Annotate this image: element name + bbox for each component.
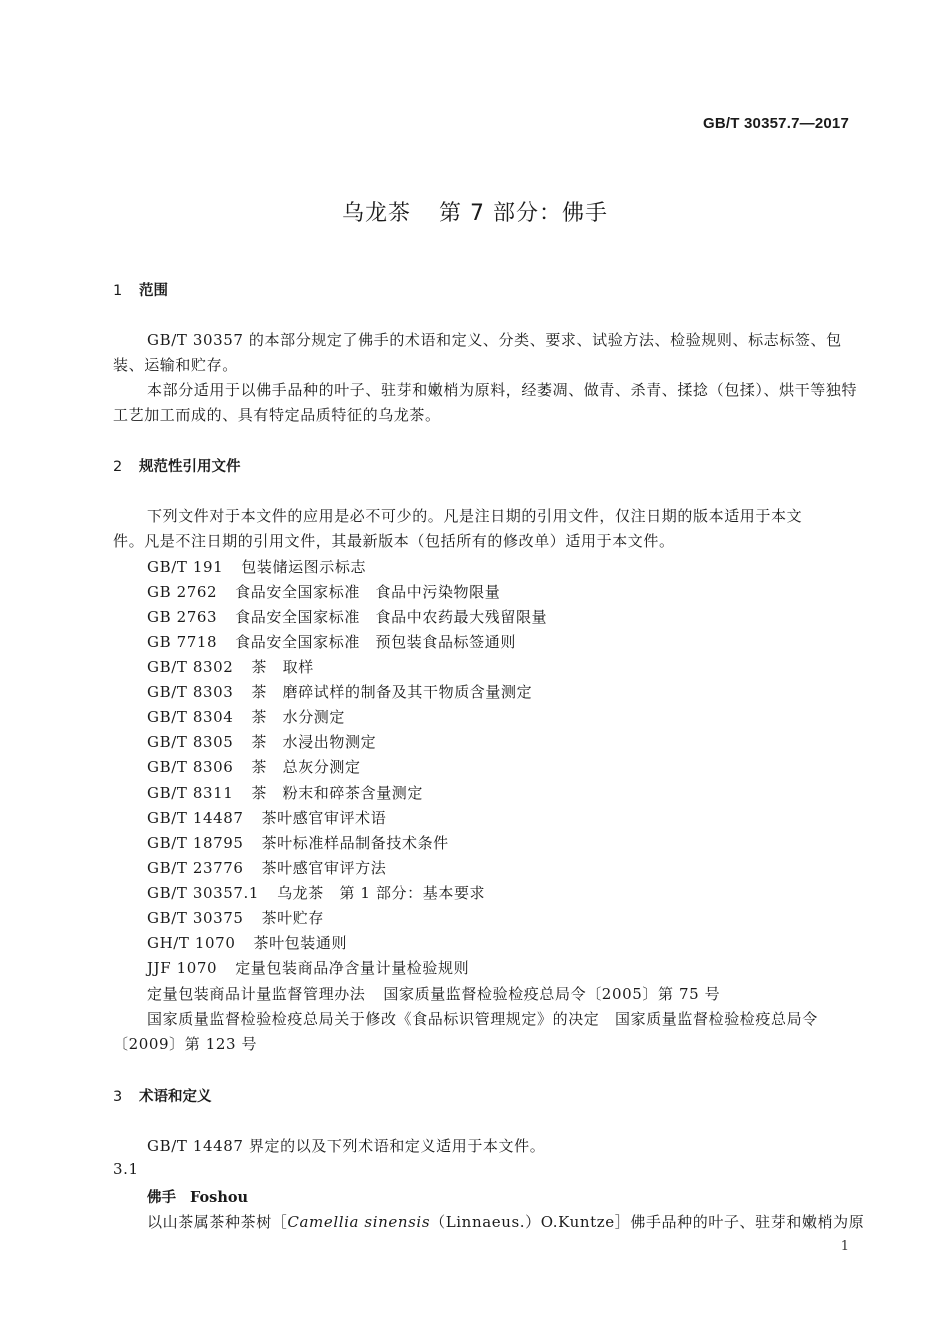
reference-code: GB 2762 — [147, 583, 218, 601]
reference-title: 茶 磨碎试样的制备及其干物质含量测定 — [251, 683, 533, 701]
reference-code: GB/T 8303 — [147, 683, 234, 701]
reference-item — [147, 832, 449, 853]
definition-prefix: 以山茶属茶种茶树［ — [147, 1213, 288, 1231]
reference-title: 茶叶贮存 — [261, 909, 324, 927]
section-2-heading — [113, 455, 241, 476]
paragraph-line: GB/T 14487 界定的以及下列术语和定义适用于本文件。 — [147, 1137, 546, 1155]
section-number: 1 — [113, 283, 123, 299]
page-number: 1 — [840, 1239, 849, 1254]
reference-item — [147, 656, 314, 677]
reference-item — [147, 932, 347, 953]
reference-title: 茶 取样 — [251, 658, 314, 676]
section-title: 规范性引用文件 — [139, 459, 241, 475]
reference-code: GB/T 14487 — [147, 809, 244, 827]
reference-code: GB/T 18795 — [147, 834, 244, 852]
section-number: 3 — [113, 1089, 123, 1105]
reference-code: GB/T 8304 — [147, 708, 234, 726]
reference-code: GB/T 8302 — [147, 658, 234, 676]
reference-title: 食品安全国家标准 预包装食品标签通则 — [235, 633, 516, 651]
reference-code: GB 7718 — [147, 633, 218, 651]
reference-item — [147, 983, 720, 1004]
paragraph-line: 下列文件对于本文件的应用是必不可少的。凡是注日期的引用文件，仅注日期的版本适用于本文 — [147, 507, 803, 525]
title-part: 第 7 部分：佛手 — [439, 201, 608, 226]
reference-item — [147, 857, 386, 878]
reference-item — [147, 631, 516, 652]
reference-title: 茶叶标准样品制备技术条件 — [261, 834, 449, 852]
reference-title: 食品安全国家标准 食品中农药最大残留限量 — [235, 608, 548, 626]
reference-title: 食品安全国家标准 食品中污染物限量 — [235, 583, 501, 601]
reference-item — [147, 731, 376, 752]
reference-title: 茶 水分测定 — [251, 708, 346, 726]
reference-code: GB/T 30357.1 — [147, 884, 260, 902]
section-number: 2 — [113, 459, 123, 475]
paragraph-line: 件。凡是不注日期的引用文件，其最新版本（包括所有的修改单）适用于本文件。 — [113, 532, 675, 550]
reference-code: GB/T 8306 — [147, 758, 234, 776]
paragraph-line: 本部分适用于以佛手品种的叶子、驻芽和嫩梢为原料，经萎凋、做青、杀青、揉捻（包揉）、烘干等独特 — [147, 381, 858, 399]
reference-item — [147, 957, 469, 978]
section-title: 范围 — [139, 283, 168, 299]
reference-title: 茶 水浸出物测定 — [251, 733, 377, 751]
reference-title: 乌龙茶 第 1 部分：基本要求 — [277, 884, 486, 902]
reference-title: 茶 总灰分测定 — [251, 758, 361, 776]
term-definition — [147, 1211, 864, 1232]
reference-code: GB/T 23776 — [147, 859, 244, 877]
reference-code: GB/T 8305 — [147, 733, 234, 751]
reference-code: 定量包装商品计量监督管理办法 — [147, 985, 366, 1003]
paragraph-line: GB/T 30357 的本部分规定了佛手的术语和定义、分类、要求、试验方法、检验规则、标志标签、包 — [147, 331, 842, 349]
section-title: 术语和定义 — [139, 1089, 212, 1105]
reference-item — [147, 907, 324, 928]
reference-code: GB/T 30375 — [147, 909, 244, 927]
paragraph-line: 工艺加工而成的、具有特定品质特征的乌龙茶。 — [113, 406, 441, 424]
title-main: 乌龙茶 — [342, 201, 412, 226]
reference-item — [147, 681, 532, 702]
reference-item — [147, 606, 547, 627]
reference-code: JJF 1070 — [147, 959, 218, 977]
section-3-heading — [113, 1085, 212, 1106]
term-english: Foshou — [190, 1189, 249, 1206]
reference-title: 茶 粉末和碎茶含量测定 — [251, 784, 424, 802]
section-1-heading — [113, 279, 168, 300]
reference-code: GH/T 1070 — [147, 934, 236, 952]
standard-number: GB/T 30357.7—2017 — [703, 115, 849, 132]
reference-item: 国家质量监督检验检疫总局关于修改《食品标识管理规定》的决定 国家质量监督检验检疫总局令 — [147, 1010, 818, 1028]
paragraph-line: 装、运输和贮存。 — [113, 356, 238, 374]
reference-title: 茶叶包装通则 — [253, 934, 348, 952]
term-chinese: 佛手 — [147, 1190, 176, 1206]
reference-title: 包装储运图示标志 — [241, 558, 367, 576]
definition-suffix: （Linnaeus.）O.Kuntze］佛手品种的叶子、驻芽和嫩梢为原 — [430, 1213, 865, 1231]
reference-item — [147, 782, 423, 803]
reference-item — [147, 807, 386, 828]
reference-item — [147, 581, 500, 602]
reference-code: GB/T 8311 — [147, 784, 234, 802]
reference-item-continued: 〔2009〕第 123 号 — [113, 1035, 258, 1053]
reference-item — [147, 706, 345, 727]
reference-item — [147, 756, 361, 777]
reference-code: GB/T 191 — [147, 558, 224, 576]
reference-item — [147, 882, 485, 903]
reference-item — [147, 556, 366, 577]
page-title — [0, 196, 950, 227]
term-number: 3.1 — [113, 1160, 139, 1178]
term-heading — [147, 1186, 248, 1207]
reference-title: 定量包装商品净含量计量检验规则 — [235, 959, 470, 977]
reference-code: GB 2763 — [147, 608, 218, 626]
reference-title: 国家质量监督检验检疫总局令〔2005〕第 75 号 — [383, 985, 721, 1003]
definition-latin-name: Camellia sinensis — [287, 1213, 431, 1231]
reference-title: 茶叶感官审评方法 — [261, 859, 387, 877]
reference-title: 茶叶感官审评术语 — [261, 809, 387, 827]
